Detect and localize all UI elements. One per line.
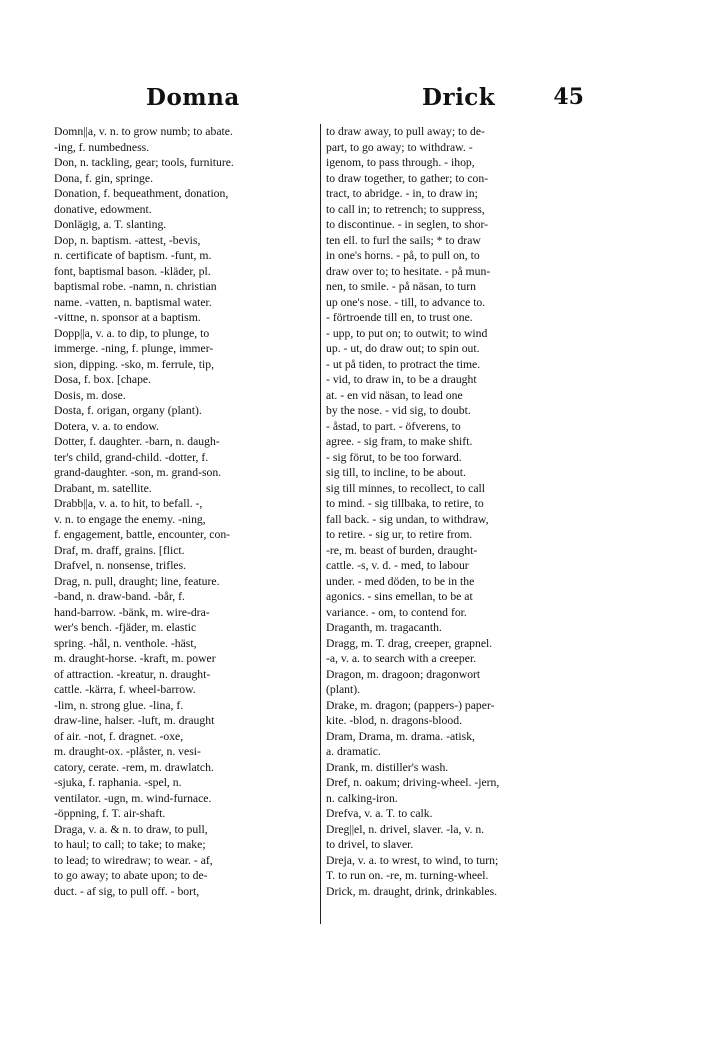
entry-line: Drefva, v. a. T. to calk. [326,807,433,820]
entry-line: Dosis, m. dose. [54,388,126,402]
entry-line: font, baptismal bason. -kläder, pl. [54,264,211,278]
entry-line: -a, v. a. to search with a creeper. [326,652,477,665]
entry-line: of air. -not, f. dragnet. -oxe, [54,729,184,743]
entry-line: -band, n. draw-band. -bår, f. [54,590,185,603]
entry-line: draw-line, halser. -luft, m. draught [54,714,215,727]
entry-line: m. draught-ox. -plåster, n. vesi- [54,745,201,758]
entry-line: Dram, Drama, m. drama. -atisk, [326,729,475,743]
column-divider [320,124,321,924]
entry-line: fall back. - sig undan, to withdraw, [326,512,489,526]
entry-line: sig till, to incline, to be about. [326,466,466,479]
entry-line: Dreg||el, n. drivel, slaver. -la, v. n. [326,822,485,836]
entry-line: v. n. to engage the enemy. -ning, [54,512,206,526]
entry-line: Dona, f. gin, springe. [54,171,154,185]
entry-line: Draf, m. draff, grains. [flict. [54,543,185,557]
entry-line: spring. -hål, n. venthole. -häst, [54,636,197,650]
entry-line: Dotter, f. daughter. -barn, n. daugh- [54,435,220,448]
entry-line: donative, edowment. [54,202,152,216]
entry-line: baptismal robe. -namn, n. christian [54,280,217,293]
entry-line: to retire. - sig ur, to retire from. [326,528,473,541]
entry-line: up one's nose. - till, to advance to. [326,295,486,309]
entry-line: - vid, to draw in, to be a draught [326,373,477,386]
entry-line: f. engagement, battle, encounter, con- [54,528,231,541]
entry-line: Dragon, m. dragoon; dragonwort [326,667,481,681]
entry-line: m. draught-horse. -kraft, m. power [54,652,216,665]
entry-line: - åstad, to part. - öfverens, to [326,419,461,433]
entry-line: at. - en vid näsan, to lead one [326,388,463,402]
entry-line: under. - med döden, to be in the [326,574,475,588]
entry-line: name. -vatten, n. baptismal water. [54,295,212,309]
entry-line: ter's child, grand-child. -dotter, f. [54,450,209,464]
right-column [326,124,588,899]
entry-line: Drank, m. distiller's wash. [326,760,449,774]
entry-line: n. calking-iron. [326,791,398,805]
entry-line: - ut på tiden, to protract the time. [326,357,481,371]
entry-line: (plant). [326,683,361,696]
entry-line: agree. - sig fram, to make shift. [326,435,473,448]
entry-line: draw over to; to hesitate. - på mun- [326,264,491,278]
entry-line: Draga, v. a. & n. to draw, to pull, [54,822,208,836]
entry-line: in one's horns. - på, to pull on, to [326,249,480,262]
entry-line: -sjuka, f. raphania. -spel, n. [54,776,182,789]
page-header [58,84,584,120]
entry-line: Drag, n. pull, draught; line, feature. [54,574,220,588]
entry-line: Drabant, m. satellite. [54,481,152,495]
right-guide-word: Drick [422,84,496,111]
entry-line: agonics. - sins emellan, to be at [326,590,473,603]
entry-line: hand-barrow. -bänk, m. wire-dra- [54,605,210,619]
entry-line: tract, to abridge. - in, to draw in; [326,187,478,200]
entry-line: sig till minnes, to recollect, to call [326,481,486,495]
entry-line: cattle. -s, v. d. - med, to labour [326,559,469,572]
entry-line: Donlägig, a. T. slanting. [54,218,167,231]
entry-line: grand-daughter. -son, m. grand-son. [54,466,222,479]
entry-line: Dopp||a, v. a. to dip, to plunge, to [54,326,210,340]
entry-line: sion, dipping. -sko, m. ferrule, tip, [54,357,215,371]
entry-line: Drafvel, n. nonsense, trifles. [54,559,187,572]
entry-line: a. dramatic. [326,745,381,758]
entry-line: ten ell. to furl the sails; * to draw [326,233,481,247]
entry-line: Dreja, v. a. to wrest, to wind, to turn; [326,853,499,867]
page-number: 45 [553,84,584,110]
entry-line: kite. -blod, n. dragons-blood. [326,714,463,727]
entry-line: Dragg, m. T. drag, creeper, grapnel. [326,636,493,650]
left-guide-word: Domna [146,84,240,111]
entry-line: igenom, to pass through. - ihop, [326,156,475,169]
entry-line: Drick, m. draught, drink, drinkables. [326,884,498,898]
entry-line: cattle. -kärra, f. wheel-barrow. [54,683,196,696]
entry-line: variance. - om, to contend for. [326,605,467,619]
entry-line: immerge. -ning, f. plunge, immer- [54,342,214,355]
entry-line: Dotera, v. a. to endow. [54,419,159,433]
entry-line: nen, to smile. - på näsan, to turn [326,280,476,293]
entry-line: -öppning, f. T. air-shaft. [54,807,166,820]
entry-line: Drabb||a, v. a. to hit, to befall. -, [54,497,203,510]
entry-line: catory, cerate. -rem, m. drawlatch. [54,760,214,774]
entry-line: -lim, n. strong glue. -lina, f. [54,698,184,712]
entry-line: Dosta, f. origan, organy (plant). [54,404,202,417]
entry-line: -vittne, n. sponsor at a baptism. [54,311,201,324]
entry-line: - upp, to put on; to outwit; to wind [326,326,488,340]
entry-line: to drivel, to slaver. [326,838,414,851]
entry-line: -re, m. beast of burden, draught- [326,543,478,557]
entry-line: n. certificate of baptism. -funt, m. [54,249,212,262]
entry-line: to haul; to call; to take; to make; [54,838,206,851]
entry-line: - förtroende till en, to trust one. [326,311,473,324]
entry-line: to draw away, to pull away; to de- [326,125,485,138]
entry-line: to draw together, to gather; to con- [326,171,489,185]
entry-line: by the nose. - vid sig, to doubt. [326,404,471,417]
entry-line: to go away; to abate upon; to de- [54,869,208,882]
entry-line: - sig förut, to be too forward. [326,450,462,464]
entry-line: of attraction. -kreatur, n. draught- [54,667,211,681]
entry-line: to call in; to retrench; to suppress, [326,202,485,216]
entry-line: Dref, n. oakum; driving-wheel. -jern, [326,776,500,789]
entry-line: Dosa, f. box. [chape. [54,373,152,386]
entry-line: Draganth, m. tragacanth. [326,621,442,634]
entry-line: T. to run on. -re, m. turning-wheel. [326,869,489,882]
entry-line: Domn||a, v. n. to grow numb; to abate. [54,125,233,138]
entry-line: -ing, f. numbedness. [54,140,150,154]
entry-line: Dop, n. baptism. -attest, -bevis, [54,233,201,247]
entry-line: to mind. - sig tillbaka, to retire, to [326,497,484,510]
entry-line: to lead; to wiredraw; to wear. - af, [54,853,213,867]
entry-line: part, to go away; to withdraw. - [326,140,473,154]
entry-line: Drake, m. dragon; (pappers-) paper- [326,698,495,712]
entry-line: to discontinue. - in seglen, to shor- [326,218,489,231]
entry-line: Donation, f. bequeathment, donation, [54,187,229,200]
left-column [54,124,316,899]
entry-line: ventilator. -ugn, m. wind-furnace. [54,791,212,805]
entry-line: duct. - af sig, to pull off. - bort, [54,884,200,898]
entry-line: wer's bench. -fjäder, m. elastic [54,621,197,634]
entry-line: Don, n. tackling, gear; tools, furniture. [54,156,234,169]
entry-line: up. - ut, do draw out; to spin out. [326,342,480,355]
